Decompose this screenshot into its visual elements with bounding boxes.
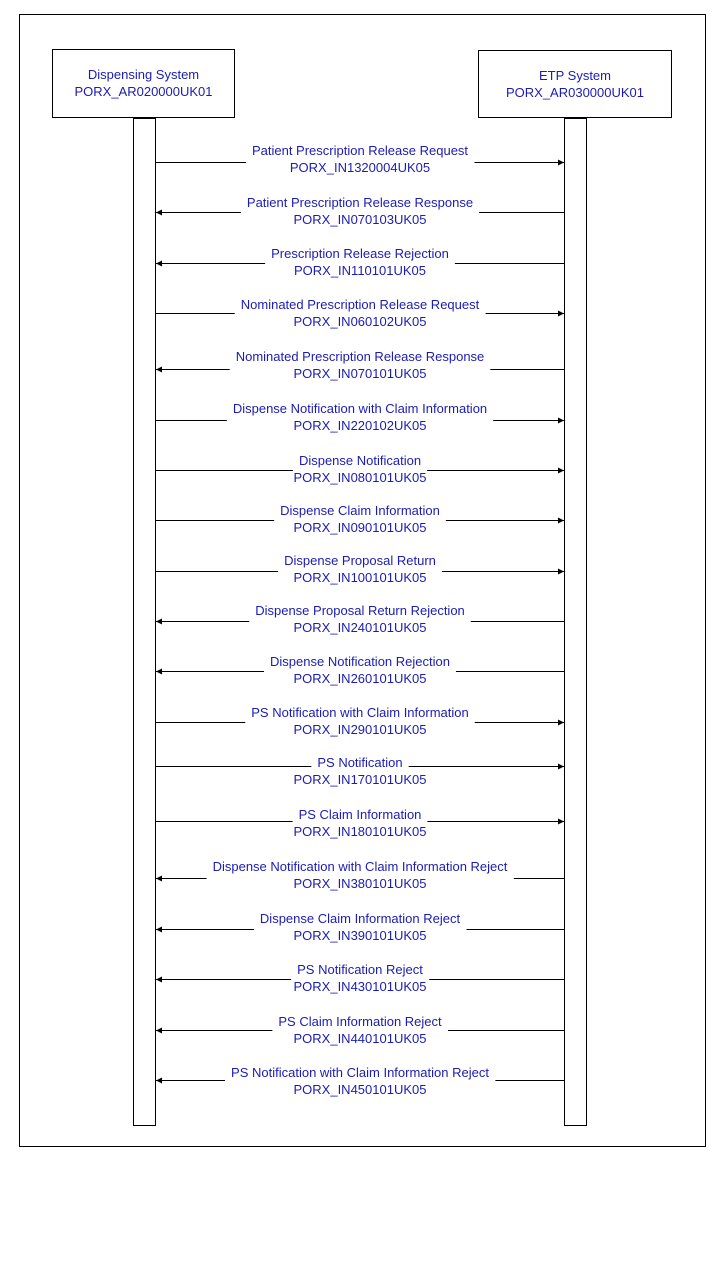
message-name: PS Notification with Claim Information Reject	[231, 1065, 489, 1080]
message	[156, 348, 564, 383]
message-name: Dispense Notification with Claim Information	[232, 401, 488, 416]
message	[156, 400, 564, 435]
message	[156, 1013, 564, 1048]
message-code: PORX_IN100101UK05	[293, 570, 427, 585]
participant-name: Dispensing System	[87, 67, 200, 82]
message-name: Dispense Claim Information Reject	[259, 911, 461, 926]
message-code: PORX_IN090101UK05	[293, 520, 427, 535]
message-code: PORX_IN430101UK05	[293, 979, 427, 994]
message-code: PORX_IN380101UK05	[293, 876, 427, 891]
message	[156, 245, 564, 280]
message-name: Nominated Prescription Release Request	[240, 297, 480, 312]
message-code: PORX_IN080101UK05	[293, 470, 427, 485]
message	[156, 858, 564, 893]
message	[156, 806, 564, 841]
message-name: Dispense Claim Information	[280, 503, 440, 518]
activation-bar	[565, 119, 587, 1126]
message-name: Nominated Prescription Release Response	[235, 349, 485, 364]
message-code: PORX_IN440101UK05	[293, 1031, 427, 1046]
message	[156, 452, 564, 487]
message	[156, 502, 564, 537]
message-name: PS Claim Information	[298, 807, 422, 822]
message-code: PORX_IN260101UK05	[293, 671, 427, 686]
message-name: Patient Prescription Release Response	[246, 195, 474, 210]
message-code: PORX_IN170101UK05	[293, 772, 427, 787]
participant-etp-system	[479, 51, 672, 1126]
message-code: PORX_IN070103UK05	[293, 212, 427, 227]
participant-code: PORX_AR030000UK01	[505, 85, 645, 100]
message	[156, 910, 564, 945]
activation-bar	[134, 119, 156, 1126]
message-name: PS Claim Information Reject	[278, 1014, 442, 1029]
message-name: Dispense Proposal Return Rejection	[255, 603, 465, 618]
message-name: Dispense Proposal Return	[284, 553, 436, 568]
message-name: PS Notification	[317, 755, 403, 770]
message	[156, 1064, 564, 1099]
message	[156, 296, 564, 331]
message-name: Prescription Release Rejection	[271, 246, 449, 261]
message-name: PS Notification Reject	[297, 962, 423, 977]
message-list	[156, 142, 564, 1099]
participant-name: ETP System	[538, 68, 612, 83]
message-code: PORX_IN240101UK05	[293, 620, 427, 635]
message-code: PORX_IN290101UK05	[293, 722, 427, 737]
message	[156, 602, 564, 637]
message	[156, 704, 564, 739]
message	[156, 142, 564, 177]
message-name: PS Notification with Claim Information	[251, 705, 469, 720]
message	[156, 653, 564, 688]
message	[156, 961, 564, 996]
participant-code: PORX_AR020000UK01	[74, 84, 213, 99]
participant-box	[479, 51, 672, 118]
message-name: Dispense Notification with Claim Information Reject	[212, 859, 508, 874]
message	[156, 194, 564, 229]
message-code: PORX_IN220102UK05	[293, 418, 427, 433]
participant-dispensing-system	[53, 50, 235, 1126]
message-code: PORX_IN070101UK05	[293, 366, 427, 381]
message	[156, 552, 564, 587]
message-code: PORX_IN390101UK05	[293, 928, 427, 943]
message-name: Dispense Notification	[298, 453, 422, 468]
message-code: PORX_IN1320004UK05	[289, 160, 431, 175]
message-name: Patient Prescription Release Request	[251, 143, 469, 158]
message-code: PORX_IN110101UK05	[293, 263, 427, 278]
message-code: PORX_IN060102UK05	[293, 314, 427, 329]
message-code: PORX_IN450101UK05	[293, 1082, 427, 1097]
message-code: PORX_IN180101UK05	[293, 824, 427, 839]
message-name: Dispense Notification Rejection	[270, 654, 450, 669]
message	[156, 754, 564, 789]
